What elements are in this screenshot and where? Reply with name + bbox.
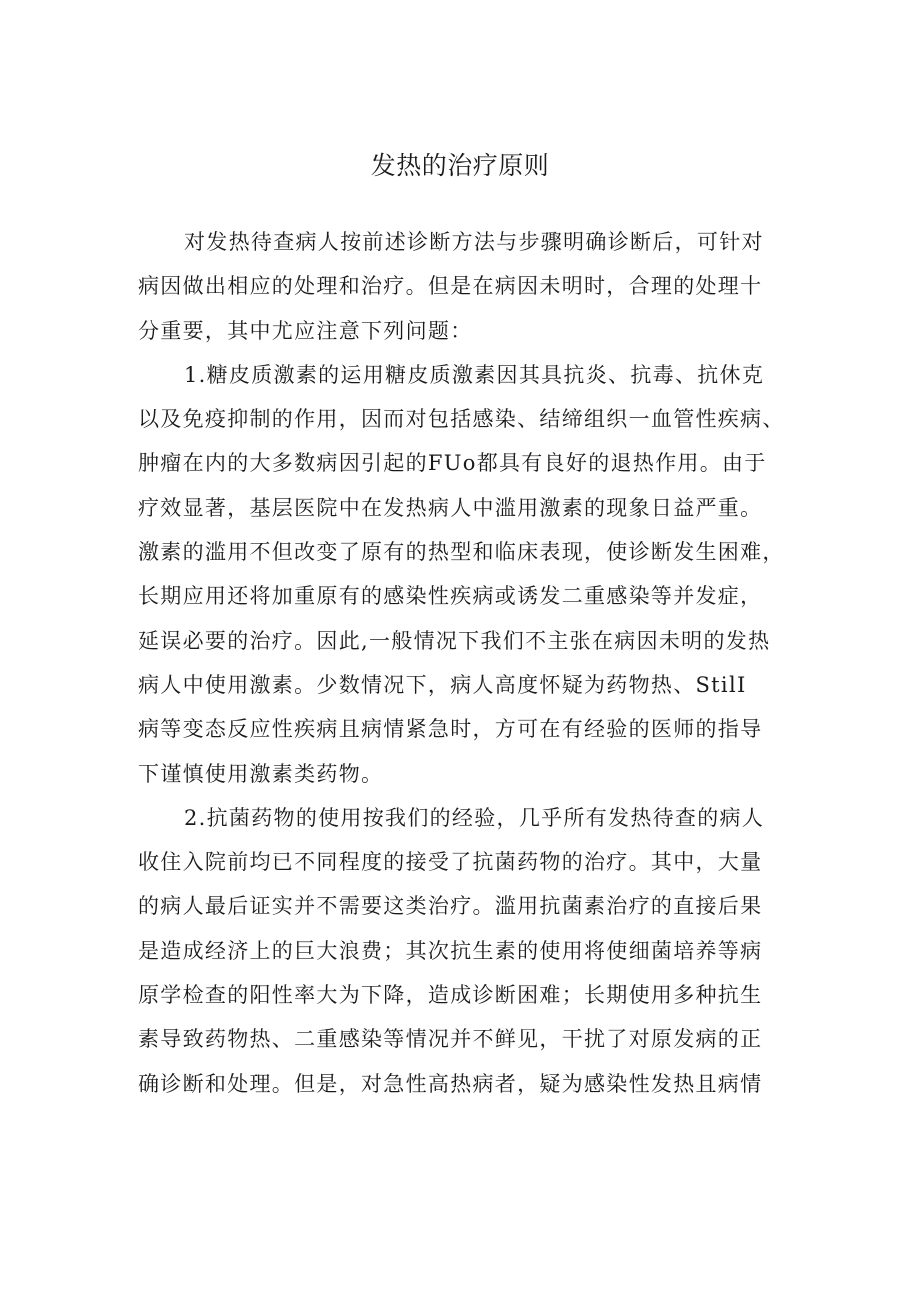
text-line: 确诊断和处理。但是，对急性高热病者，疑为感染性发热且病情: [138, 1071, 763, 1096]
text-line: 疗效显著，基层医院中在发热病人中滥用激素的现象日益严重。: [138, 495, 763, 520]
text-line: 病等变态反应性疾病且病情紧急时，方可在有经验的医师的指导: [138, 717, 763, 742]
text-line: 下谨慎使用激素类药物。: [138, 761, 384, 786]
text-line: 素导致药物热、二重感染等情况并不鲜见，干扰了对原发病的正: [138, 1027, 763, 1052]
text-line: 是造成经济上的巨大浪费；其次抗生素的使用将使细菌培养等病: [138, 938, 763, 963]
text-line: 收住入院前均已不同程度的接受了抗菌药物的治疗。其中，大量: [138, 850, 763, 875]
text-line: 激素的滥用不但改变了原有的热型和临床表现，使诊断发生困难，: [138, 540, 785, 565]
text-line: 病人中使用激素。少数情况下，病人高度怀疑为药物热、StilI: [138, 672, 747, 697]
text-line: 原学检查的阳性率大为下降，造成诊断困难；长期使用多种抗生: [138, 983, 763, 1008]
text-line: 1.糖皮质激素的运用糖皮质激素因其具抗炎、抗毒、抗休克: [184, 362, 765, 387]
text-line: 以及免疫抑制的作用，因而对包括感染、结缔组织一血管性疾病、: [138, 407, 785, 432]
text-line: 长期应用还将加重原有的感染性疾病或诱发二重感染等并发症，: [138, 584, 763, 609]
text-line: 分重要，其中尤应注意下列问题：: [138, 318, 473, 343]
document-title: 发热的治疗原则: [370, 151, 550, 180]
document-body: [138, 220, 798, 1106]
text-line: 对发热待查病人按前述诊断方法与步骤明确诊断后，可针对: [184, 230, 764, 254]
text-line: 延误必要的治疗。因此,一般情况下我们不主张在病因未明的发热: [138, 628, 771, 653]
text-line: 的病人最后证实并不需要这类治疗。滥用抗菌素治疗的直接后果: [138, 894, 763, 919]
text-line: 病因做出相应的处理和治疗。但是在病因未明时，合理的处理十: [138, 274, 763, 299]
text-line: 肿瘤在内的大多数病因引起的FUo都具有良好的退热作用。由于: [138, 451, 767, 476]
text-line: 2.抗菌药物的使用按我们的经验，几乎所有发热待查的病人: [184, 805, 765, 830]
